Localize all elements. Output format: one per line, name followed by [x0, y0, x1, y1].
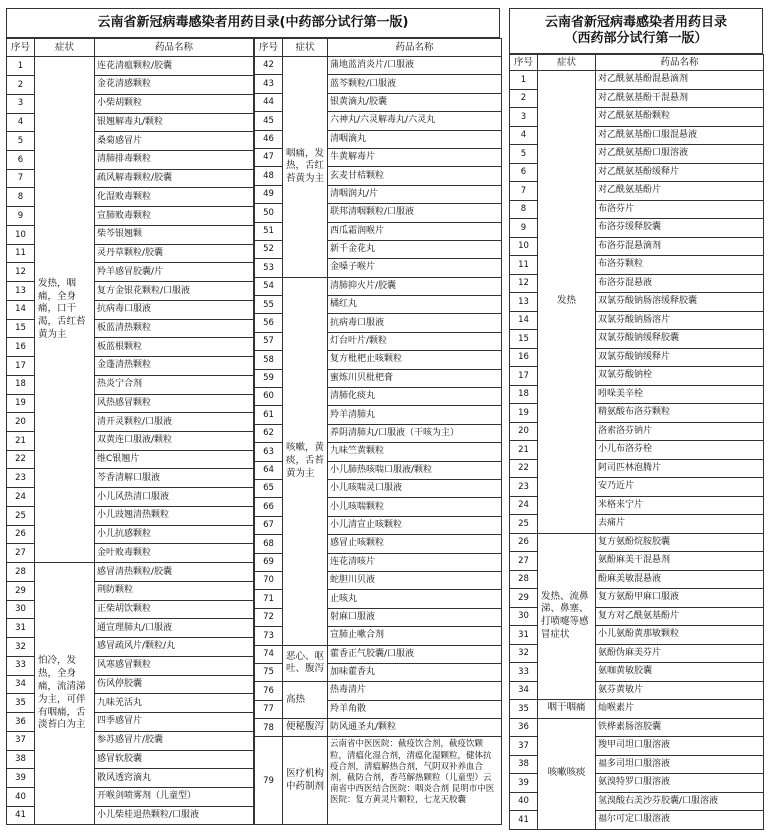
row-number: 36 — [7, 713, 35, 732]
row-number: 58 — [255, 351, 283, 369]
drug-name: 正柴胡饮颗粒 — [95, 600, 254, 619]
row-number: 27 — [510, 552, 538, 571]
row-number: 45 — [255, 112, 283, 130]
table-row — [255, 682, 502, 700]
row-number: 40 — [7, 787, 35, 806]
drug-name: 复方金银花颗粒/口服液 — [95, 282, 254, 301]
drug-name: 灿喉素片 — [596, 700, 764, 719]
drug-name: 吲哚美辛栓 — [596, 385, 764, 404]
row-number: 44 — [255, 93, 283, 111]
drug-name: 羚羊角散 — [328, 700, 502, 718]
row-number: 16 — [510, 348, 538, 367]
drug-name: 宣肺止嗽合剂 — [328, 627, 502, 645]
row-number: 32 — [7, 638, 35, 657]
row-number: 1 — [510, 71, 538, 90]
row-number: 7 — [510, 182, 538, 201]
row-number: 77 — [255, 700, 283, 718]
row-number: 25 — [510, 515, 538, 534]
drug-name: 蜜炼川贝枇杷膏 — [328, 369, 502, 387]
row-number: 62 — [255, 424, 283, 442]
drug-name: 双氯芬酸钠肠溶缓释胶囊 — [596, 293, 764, 312]
drug-name: 安乃近片 — [596, 478, 764, 497]
drug-name: 氨酚麻美干混悬剂 — [596, 552, 764, 571]
left-table-a — [6, 38, 254, 825]
row-number: 10 — [7, 225, 35, 244]
row-number: 24 — [7, 488, 35, 507]
drug-name: 对乙酰氨基酚片 — [596, 182, 764, 201]
drug-name: 对乙酰氨基酚颗粒 — [596, 108, 764, 127]
drug-name: 小儿咳喘颗粒 — [328, 498, 502, 516]
symptom-cell: 咽痛，发热，舌红苔黄为主 — [283, 57, 328, 278]
table-row — [510, 71, 764, 90]
drug-name: 双氯芬酸钠缓释片 — [596, 348, 764, 367]
row-number: 1 — [7, 57, 35, 76]
row-number: 76 — [255, 682, 283, 700]
drug-name: 化湿败毒颗粒 — [95, 188, 254, 207]
drug-name: 抗病毒口服液 — [328, 314, 502, 332]
row-number: 74 — [255, 645, 283, 663]
drug-name: 抗病毒口服液 — [95, 300, 254, 319]
row-number: 22 — [510, 459, 538, 478]
symptom-cell: 发热，咽痛，全身痛，口干渴，舌红苔黄为主 — [35, 57, 95, 563]
drug-name: 热毒清片 — [328, 682, 502, 700]
drug-name: 小儿抗感颗粒 — [95, 525, 254, 544]
symptom-cell: 咽干咽痛 — [538, 700, 596, 719]
row-number: 28 — [510, 570, 538, 589]
row-number: 49 — [255, 185, 283, 203]
row-number: 33 — [7, 656, 35, 675]
drug-name: 小柴胡颗粒 — [95, 94, 254, 113]
row-number: 69 — [255, 553, 283, 571]
row-number: 26 — [7, 525, 35, 544]
row-number: 2 — [510, 89, 538, 108]
drug-name: 板蓝清热颗粒 — [95, 319, 254, 338]
row-number: 12 — [7, 263, 35, 282]
header-drug: 药品名称 — [596, 55, 764, 71]
drug-name: 清咽滴丸 — [328, 130, 502, 148]
table-row — [510, 700, 764, 719]
symptom-cell: 发热、流鼻涕、鼻塞、打喷嚏等感冒症状 — [538, 533, 596, 700]
table-row — [7, 563, 254, 582]
drug-name: 灵丹草颗粒/胶囊 — [95, 244, 254, 263]
row-number: 75 — [255, 663, 283, 681]
drug-name: 清咽润丸/片 — [328, 185, 502, 203]
row-number: 23 — [7, 469, 35, 488]
drug-name: 氨咖黄敏胶囊 — [596, 663, 764, 682]
header-symptom: 症状 — [538, 55, 596, 71]
row-number: 40 — [510, 792, 538, 811]
drug-name: 金蓬清热颗粒 — [95, 357, 254, 376]
drug-name: 参苏感冒片/胶囊 — [95, 731, 254, 750]
drug-name: 玄麦甘桔颗粒 — [328, 167, 502, 185]
drug-name: 布洛芬片 — [596, 200, 764, 219]
row-number: 12 — [510, 274, 538, 293]
row-number: 56 — [255, 314, 283, 332]
header-symptom: 症状 — [35, 39, 95, 57]
table-row — [255, 277, 502, 295]
drug-name: 银黄滴丸/胶囊 — [328, 93, 502, 111]
row-number: 9 — [510, 219, 538, 238]
symptom-cell: 高热 — [283, 682, 328, 719]
row-number: 73 — [255, 627, 283, 645]
row-number: 20 — [510, 422, 538, 441]
drug-name: 酚麻美敏混悬液 — [596, 570, 764, 589]
row-number: 64 — [255, 461, 283, 479]
row-number: 11 — [510, 256, 538, 275]
row-number: 4 — [510, 126, 538, 145]
header-no: 序号 — [255, 39, 283, 57]
drug-name: 对乙酰氨基酚干混悬剂 — [596, 89, 764, 108]
drug-name: 连花清咳片 — [328, 553, 502, 571]
symptom-cell: 怕冷，发热，全身痛，流清涕为主，可伴有咽痛，舌淡苔白为主 — [35, 563, 95, 825]
row-number: 54 — [255, 277, 283, 295]
row-number: 30 — [510, 607, 538, 626]
drug-name: 洛索洛芬钠片 — [596, 422, 764, 441]
row-number: 32 — [510, 644, 538, 663]
drug-name: 通宣理肺丸/口服液 — [95, 619, 254, 638]
drug-name: 铁桦素肠溶胶囊 — [596, 718, 764, 737]
right-title-line2: （西药部分试行第一版） — [564, 31, 708, 46]
symptom-cell: 咳嗽咳痰 — [538, 718, 596, 829]
drug-name: 清肺化痰丸 — [328, 388, 502, 406]
table-row — [510, 718, 764, 737]
drug-name: 小儿咳喘灵口服液 — [328, 479, 502, 497]
row-number: 42 — [255, 57, 283, 75]
drug-name: 桑菊感冒片 — [95, 132, 254, 151]
drug-name: 西瓜霜润喉片 — [328, 222, 502, 240]
right-panel — [509, 8, 763, 830]
drug-name: 防风通圣丸/颗粒 — [328, 719, 502, 737]
row-number: 71 — [255, 590, 283, 608]
drug-name: 小儿清宣止咳颗粒 — [328, 516, 502, 534]
row-number: 66 — [255, 498, 283, 516]
symptom-cell: 便秘腹泻 — [283, 719, 328, 737]
drug-name: 九味羌活丸 — [95, 694, 254, 713]
drug-name: 清开灵颗粒/口服液 — [95, 413, 254, 432]
row-number: 2 — [7, 76, 35, 95]
table-row — [510, 533, 764, 552]
drug-name: 布洛芬混悬滴剂 — [596, 237, 764, 256]
drug-name: 氨溴特罗口服溶液 — [596, 774, 764, 793]
drug-name: 金嗓子喉片 — [328, 259, 502, 277]
row-number: 61 — [255, 406, 283, 424]
drug-name: 蒲地蓝消炎片/口服液 — [328, 57, 502, 75]
symptom-cell: 恶心、呕吐、腹泻 — [283, 645, 328, 682]
row-number: 16 — [7, 338, 35, 357]
drug-name: 联邦清咽颗粒/口服液 — [328, 204, 502, 222]
row-number: 37 — [510, 737, 538, 756]
row-number: 22 — [7, 450, 35, 469]
drug-name: 芩香清解口服液 — [95, 469, 254, 488]
drug-name: 云南省中医医院：截疫饮合剂，截疫饮颗粒，清瘟化湿合剂，清瘟化湿颗粒，健体抗疫合剂，清瘟解热合剂，气阴双补养血合剂，截防合剂，香芎解热颗粒（儿童型）云南省中西医结合医院：咽炎合剂 昆明市中医医院：复方黄灵片颗粒，七龙天胶囊 — [328, 737, 502, 825]
row-number: 20 — [7, 413, 35, 432]
drug-name: 六神丸/六灵解毒丸/六灵丸 — [328, 112, 502, 130]
drug-name: 布洛芬缓释胶囊 — [596, 219, 764, 238]
row-number: 48 — [255, 167, 283, 185]
drug-name: 羚羊清肺丸 — [328, 406, 502, 424]
row-number: 41 — [7, 806, 35, 825]
row-number: 14 — [7, 300, 35, 319]
drug-name: 宣肺败毒颗粒 — [95, 207, 254, 226]
drug-name: 银翘解毒丸/颗粒 — [95, 113, 254, 132]
drug-name: 感冒止咳颗粒 — [328, 535, 502, 553]
row-number: 29 — [7, 581, 35, 600]
row-number: 14 — [510, 311, 538, 330]
row-number: 26 — [510, 533, 538, 552]
drug-name: 羚羊感冒胶囊/片 — [95, 263, 254, 282]
row-number: 60 — [255, 388, 283, 406]
drug-name: 风热感冒颗粒 — [95, 394, 254, 413]
drug-name: 小儿柴桂退热颗粒/口服液 — [95, 806, 254, 825]
row-number: 24 — [510, 496, 538, 515]
drug-name: 双氯芬酸钠肠溶片 — [596, 311, 764, 330]
row-number: 8 — [7, 188, 35, 207]
row-number: 34 — [7, 675, 35, 694]
drug-name: 清肺排毒颗粒 — [95, 151, 254, 170]
row-number: 59 — [255, 369, 283, 387]
header-no: 序号 — [7, 39, 35, 57]
drug-name: 感冒疏风片/颗粒/丸 — [95, 638, 254, 657]
drug-name: 去痛片 — [596, 515, 764, 534]
row-number: 33 — [510, 663, 538, 682]
drug-name: 开喉剑喷雾剂（儿童型） — [95, 787, 254, 806]
row-number: 38 — [7, 750, 35, 769]
drug-name: 复方氨酚甲麻口服液 — [596, 589, 764, 608]
row-number: 5 — [7, 132, 35, 151]
right-title-line1: 云南省新冠病毒感染者用药目录 — [544, 14, 727, 30]
row-number: 17 — [7, 357, 35, 376]
row-number: 47 — [255, 148, 283, 166]
row-number: 79 — [255, 737, 283, 825]
drug-name: 金花清感颗粒 — [95, 76, 254, 95]
row-number: 4 — [7, 113, 35, 132]
drug-name: 羧甲司坦口服溶液 — [596, 737, 764, 756]
drug-name: 米格来宁片 — [596, 496, 764, 515]
row-number: 19 — [7, 394, 35, 413]
left-panel — [6, 8, 500, 825]
right-title — [509, 8, 763, 54]
table-row — [7, 57, 254, 76]
drug-name: 布洛芬混悬液 — [596, 274, 764, 293]
drug-name: 九味竺黄颗粒 — [328, 443, 502, 461]
header-drug: 药品名称 — [328, 39, 502, 57]
row-number: 65 — [255, 479, 283, 497]
row-number: 39 — [7, 769, 35, 788]
table-row — [255, 737, 502, 825]
drug-name: 福尔可定口服溶液 — [596, 811, 764, 830]
symptom-cell: 医疗机构中药制剂 — [283, 737, 328, 825]
drug-name: 藿香正气胶囊/口服液 — [328, 645, 502, 663]
drug-name: 柴芩银翘颗 — [95, 225, 254, 244]
drug-name: 荆防颗粒 — [95, 581, 254, 600]
row-number: 23 — [510, 478, 538, 497]
drug-name: 小儿肺热咳喘口服液/颗粒 — [328, 461, 502, 479]
row-number: 11 — [7, 244, 35, 263]
drug-name: 双黄连口服液/颗粒 — [95, 432, 254, 451]
symptom-cell: 发热 — [538, 71, 596, 534]
row-number: 70 — [255, 571, 283, 589]
row-number: 53 — [255, 259, 283, 277]
table-row — [255, 57, 502, 75]
row-number: 51 — [255, 222, 283, 240]
drug-name: 阿司匹林泡腾片 — [596, 459, 764, 478]
row-number: 29 — [510, 589, 538, 608]
drug-name: 复方对乙酰氨基酚片 — [596, 607, 764, 626]
row-number: 6 — [7, 151, 35, 170]
row-number: 5 — [510, 145, 538, 164]
row-number: 63 — [255, 443, 283, 461]
drug-name: 维C银翘片 — [95, 450, 254, 469]
drug-name: 小儿氨酚黄那敏颗粒 — [596, 626, 764, 645]
row-number: 35 — [510, 700, 538, 719]
row-number: 9 — [7, 207, 35, 226]
row-number: 28 — [7, 563, 35, 582]
drug-name: 小儿风热清口服液 — [95, 488, 254, 507]
drug-name: 双氯芬酸钠缓释胶囊 — [596, 330, 764, 349]
drug-name: 金叶败毒颗粒 — [95, 544, 254, 563]
row-number: 38 — [510, 755, 538, 774]
row-number: 36 — [510, 718, 538, 737]
row-number: 8 — [510, 200, 538, 219]
row-number: 37 — [7, 731, 35, 750]
row-number: 15 — [510, 330, 538, 349]
header-no: 序号 — [510, 55, 538, 71]
drug-name: 氨芬黄敏片 — [596, 681, 764, 700]
drug-name: 四季感冒片 — [95, 713, 254, 732]
drug-name: 福多司坦口服溶液 — [596, 755, 764, 774]
row-number: 55 — [255, 296, 283, 314]
row-number: 17 — [510, 367, 538, 386]
row-number: 46 — [255, 130, 283, 148]
drug-name: 小儿豉翘清热颗粒 — [95, 506, 254, 525]
drug-name: 射麻口服液 — [328, 608, 502, 626]
symptom-cell: 咳嗽，黄痰，舌苔黄为主 — [283, 277, 328, 645]
drug-name: 橘红丸 — [328, 296, 502, 314]
row-number: 41 — [510, 811, 538, 830]
row-number: 35 — [7, 694, 35, 713]
row-number: 78 — [255, 719, 283, 737]
row-number: 39 — [510, 774, 538, 793]
drug-name: 布洛芬颗粒 — [596, 256, 764, 275]
row-number: 50 — [255, 204, 283, 222]
table-row — [255, 645, 502, 663]
drug-name: 灯台叶片/颗粒 — [328, 332, 502, 350]
header-symptom: 症状 — [283, 39, 328, 57]
table-row — [255, 719, 502, 737]
row-number: 34 — [510, 681, 538, 700]
row-number: 18 — [510, 385, 538, 404]
row-number: 25 — [7, 506, 35, 525]
drug-name: 板蓝根颗粒 — [95, 338, 254, 357]
drug-name: 小儿布洛芬栓 — [596, 441, 764, 460]
drug-name: 对乙酰氨基酚混悬滴剂 — [596, 71, 764, 90]
drug-name: 对乙酰氨基酚缓释片 — [596, 163, 764, 182]
drug-name: 对乙酰氨基酚口服混悬液 — [596, 126, 764, 145]
drug-name: 感冒软胶囊 — [95, 750, 254, 769]
row-number: 7 — [7, 169, 35, 188]
row-number: 31 — [510, 626, 538, 645]
drug-name: 疏风解毒颗粒/胶囊 — [95, 169, 254, 188]
row-number: 72 — [255, 608, 283, 626]
row-number: 21 — [510, 441, 538, 460]
header-drug: 药品名称 — [95, 39, 254, 57]
drug-name: 散风透窍滴丸 — [95, 769, 254, 788]
row-number: 43 — [255, 75, 283, 93]
row-number: 18 — [7, 375, 35, 394]
row-number: 3 — [7, 94, 35, 113]
drug-name: 新千金花丸 — [328, 240, 502, 258]
drug-name: 氨酚伪麻美芬片 — [596, 644, 764, 663]
row-number: 31 — [7, 619, 35, 638]
row-number: 68 — [255, 535, 283, 553]
row-number: 67 — [255, 516, 283, 534]
drug-name: 风寒感冒颗粒 — [95, 656, 254, 675]
drug-name: 复方氨酚烷胺胶囊 — [596, 533, 764, 552]
row-number: 21 — [7, 432, 35, 451]
drug-name: 对乙酰氨基酚口服溶液 — [596, 145, 764, 164]
drug-name: 清肺抑火片/胶囊 — [328, 277, 502, 295]
drug-name: 加味藿香丸 — [328, 663, 502, 681]
drug-name: 止咳丸 — [328, 590, 502, 608]
drug-name: 蛇胆川贝液 — [328, 571, 502, 589]
drug-name: 双氯芬酸钠栓 — [596, 367, 764, 386]
row-number: 27 — [7, 544, 35, 563]
row-number: 57 — [255, 332, 283, 350]
drug-name: 精氨酸布洛芬颗粒 — [596, 404, 764, 423]
left-title: 云南省新冠病毒感染者用药目录(中药部分试行第一版) — [6, 8, 500, 38]
drug-name: 伤风停胶囊 — [95, 675, 254, 694]
row-number: 6 — [510, 163, 538, 182]
row-number: 13 — [7, 282, 35, 301]
drug-name: 养阴清肺丸/口服液（干咳为主） — [328, 424, 502, 442]
drug-name: 连花清瘟颗粒/胶囊 — [95, 57, 254, 76]
row-number: 3 — [510, 108, 538, 127]
drug-name: 感冒清热颗粒/胶囊 — [95, 563, 254, 582]
row-number: 52 — [255, 240, 283, 258]
left-table-b — [254, 38, 502, 825]
right-table — [509, 54, 764, 830]
row-number: 30 — [7, 600, 35, 619]
row-number: 13 — [510, 293, 538, 312]
drug-name: 热炎宁合剂 — [95, 375, 254, 394]
row-number: 15 — [7, 319, 35, 338]
drug-name: 牛黄解毒片 — [328, 148, 502, 166]
drug-name: 蓝芩颗粒/口服液 — [328, 75, 502, 93]
row-number: 10 — [510, 237, 538, 256]
drug-name: 氢溴酸右美沙芬胶囊/口服溶液 — [596, 792, 764, 811]
drug-name: 复方枇杷止咳颗粒 — [328, 351, 502, 369]
row-number: 19 — [510, 404, 538, 423]
